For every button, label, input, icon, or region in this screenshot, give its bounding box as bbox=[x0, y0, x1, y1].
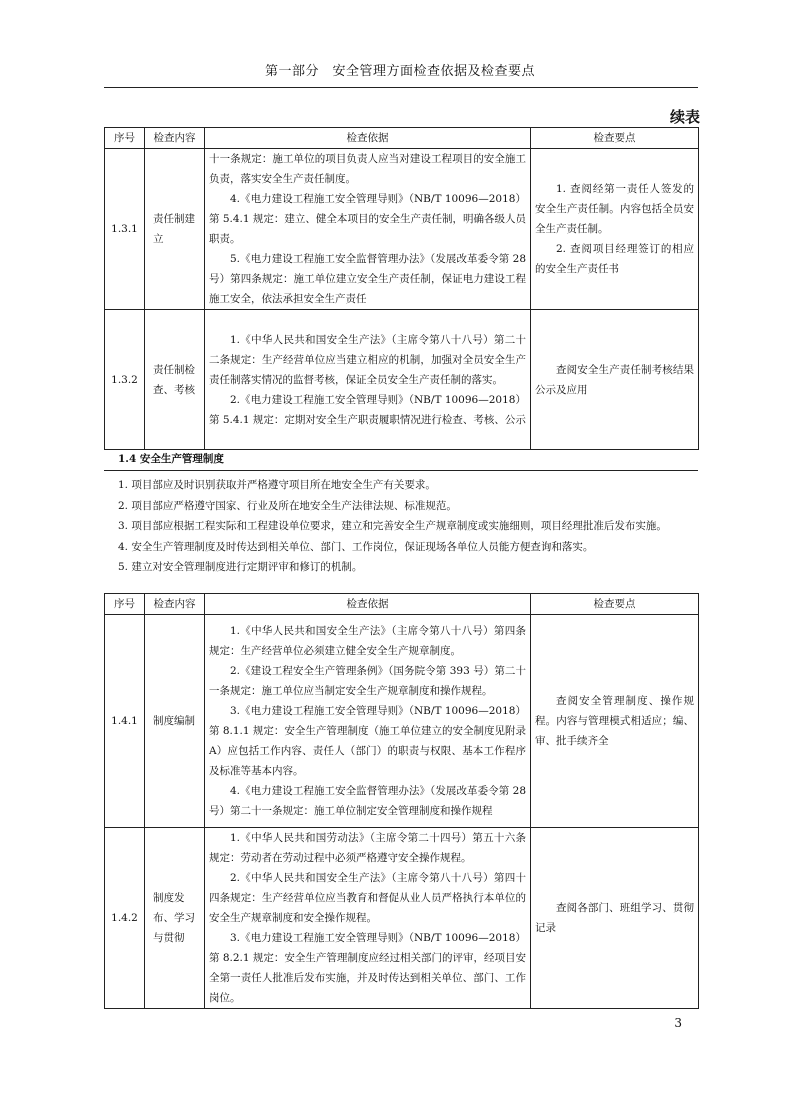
row-item: 责任制建立 bbox=[145, 149, 205, 310]
row-points bbox=[531, 615, 699, 828]
header-rule bbox=[104, 87, 698, 88]
row-number: 1.3.1 bbox=[105, 149, 145, 310]
row-points bbox=[531, 828, 699, 1009]
points-paragraph: 查阅各部门、班组学习、贯彻记录 bbox=[535, 902, 694, 934]
row-points bbox=[531, 310, 699, 450]
list-item: 4. 安全生产管理制度及时传达到相关单位、部门、工作岗位，保证现场各单位人员能方便查询和落实。 bbox=[118, 540, 594, 553]
page-number: 3 bbox=[674, 1016, 682, 1030]
col-header-points: 检查要点 bbox=[531, 128, 699, 149]
basis-paragraph: 3.《电力建设工程施工安全管理导则》（NB/T 10096—2018）第 8.2.1 规定：安全生产管理制度应经过相关部门的评审，经项目安全第一责任人批准后发布实施，并及时传达到相关单位、部门、工作岗位。 bbox=[209, 932, 526, 1004]
basis-paragraph: 2.《建设工程安全生产管理条例》（国务院令第 393 号）第二十一条规定：施工单位应当制定安全生产规章制度和操作规程。 bbox=[209, 665, 526, 697]
row-basis bbox=[205, 615, 531, 828]
list-item: 2. 项目部应严格遵守国家、行业及所在地安全生产法律法规、标准规范。 bbox=[118, 499, 457, 512]
running-title: 第一部分 安全管理方面检查依据及检查要点 bbox=[264, 64, 535, 79]
row-item: 责任制检查、考核 bbox=[145, 310, 205, 450]
row-item: 制度编制 bbox=[145, 615, 205, 828]
row-points bbox=[531, 149, 699, 310]
basis-paragraph: 3.《电力建设工程施工安全管理导则》（NB/T 10096—2018）第 8.1.1 规定：安全生产管理制度（施工单位建立的安全制度见附录 A）应包括工作内容、责任人（部门）的职责与权限、基本工作程序及标准等基本内容。 bbox=[209, 705, 526, 777]
row-basis bbox=[205, 149, 531, 310]
points-paragraph: 1. 查阅经第一责任人签发的安全生产责任制。内容包括全员安全生产责任制。 bbox=[535, 183, 694, 235]
points-paragraph: 查阅安全管理制度、操作规程。内容与管理模式相适应；编、审、批手续齐全 bbox=[535, 695, 694, 747]
col-header-item: 检查内容 bbox=[145, 594, 205, 615]
section-1-4 bbox=[104, 448, 698, 578]
col-header-item: 检查内容 bbox=[145, 128, 205, 149]
row-number: 1.4.2 bbox=[105, 828, 145, 1009]
basis-paragraph: 5.《电力建设工程施工安全监督管理办法》（发展改革委令第 28 号）第四条规定：施工单位建立安全生产责任制，保证电力建设工程施工安全，依法承担安全生产责任 bbox=[209, 253, 526, 305]
basis-paragraph: 4.《电力建设工程施工安全监督管理办法》（发展改革委令第 28 号）第二十一条规定：施工单位制定安全管理制度和操作规程 bbox=[209, 785, 526, 817]
table-row bbox=[105, 310, 699, 450]
table-row bbox=[105, 615, 699, 828]
col-header-basis: 检查依据 bbox=[205, 128, 531, 149]
basis-paragraph: 1.《中华人民共和国劳动法》（主席令第二十四号）第五十六条规定：劳动者在劳动过程中必须严格遵守安全操作规程。 bbox=[209, 832, 526, 864]
list-item: 3. 项目部应根据工程实际和工程建设单位要求，建立和完善安全生产规章制度或实施细则，项目经理批准后发布实施。 bbox=[118, 520, 667, 533]
requirements-list bbox=[104, 471, 698, 578]
table-row bbox=[105, 828, 699, 1009]
col-header-no: 序号 bbox=[105, 594, 145, 615]
list-item: 5. 建立对安全管理制度进行定期评审和修订的机制。 bbox=[118, 561, 363, 574]
basis-paragraph: 1.《中华人民共和国安全生产法》（主席令第八十八号）第四条规定：生产经营单位必须建立健全安全生产规章制度。 bbox=[209, 625, 526, 657]
table-row bbox=[105, 149, 699, 310]
row-number: 1.4.1 bbox=[105, 615, 145, 828]
row-basis bbox=[205, 310, 531, 450]
row-item: 制度发布、学习与贯彻 bbox=[145, 828, 205, 1009]
basis-paragraph: 十一条规定：施工单位的项目负责人应当对建设工程项目的安全施工负责，落实安全生产责任制度。 bbox=[209, 153, 526, 185]
row-number: 1.3.2 bbox=[105, 310, 145, 450]
inspection-table-1-4 bbox=[104, 593, 699, 1009]
section-title: 1.4 安全生产管理制度 bbox=[104, 448, 698, 471]
col-header-no: 序号 bbox=[105, 128, 145, 149]
inspection-table-1-3 bbox=[104, 127, 699, 450]
basis-paragraph: 4.《电力建设工程施工安全管理导则》（NB/T 10096—2018）第 5.4.1 规定：建立、健全本项目的安全生产责任制，明确各级人员职责。 bbox=[209, 193, 526, 245]
col-header-basis: 检查依据 bbox=[205, 594, 531, 615]
points-paragraph: 2. 查阅项目经理签订的相应的安全生产责任书 bbox=[535, 243, 694, 275]
points-paragraph: 查阅安全生产责任制考核结果公示及应用 bbox=[535, 363, 694, 396]
col-header-points: 检查要点 bbox=[531, 594, 699, 615]
basis-paragraph: 1.《中华人民共和国安全生产法》（主席令第八十八号）第二十二条规定：生产经营单位应当建立相应的机制，加强对全员安全生产责任制落实情况的监督考核，保证全员安全生产责任制的落实。 bbox=[209, 333, 526, 386]
table-header-row bbox=[105, 594, 699, 615]
table-header-row bbox=[105, 128, 699, 149]
basis-paragraph: 2.《中华人民共和国安全生产法》（主席令第八十八号）第四十四条规定：生产经营单位应当教育和督促从业人员严格执行本单位的安全生产规章制度和安全操作规程。 bbox=[209, 872, 526, 924]
basis-paragraph: 2.《电力建设工程施工安全管理导则》（NB/T 10096—2018）第 5.4.1 规定：定期对安全生产职责履职情况进行检查、考核、公示 bbox=[209, 393, 526, 426]
row-basis bbox=[205, 828, 531, 1009]
continued-label: 续表 bbox=[669, 108, 700, 126]
list-item: 1. 项目部应及时识别获取并严格遵守项目所在地安全生产有关要求。 bbox=[118, 479, 436, 491]
